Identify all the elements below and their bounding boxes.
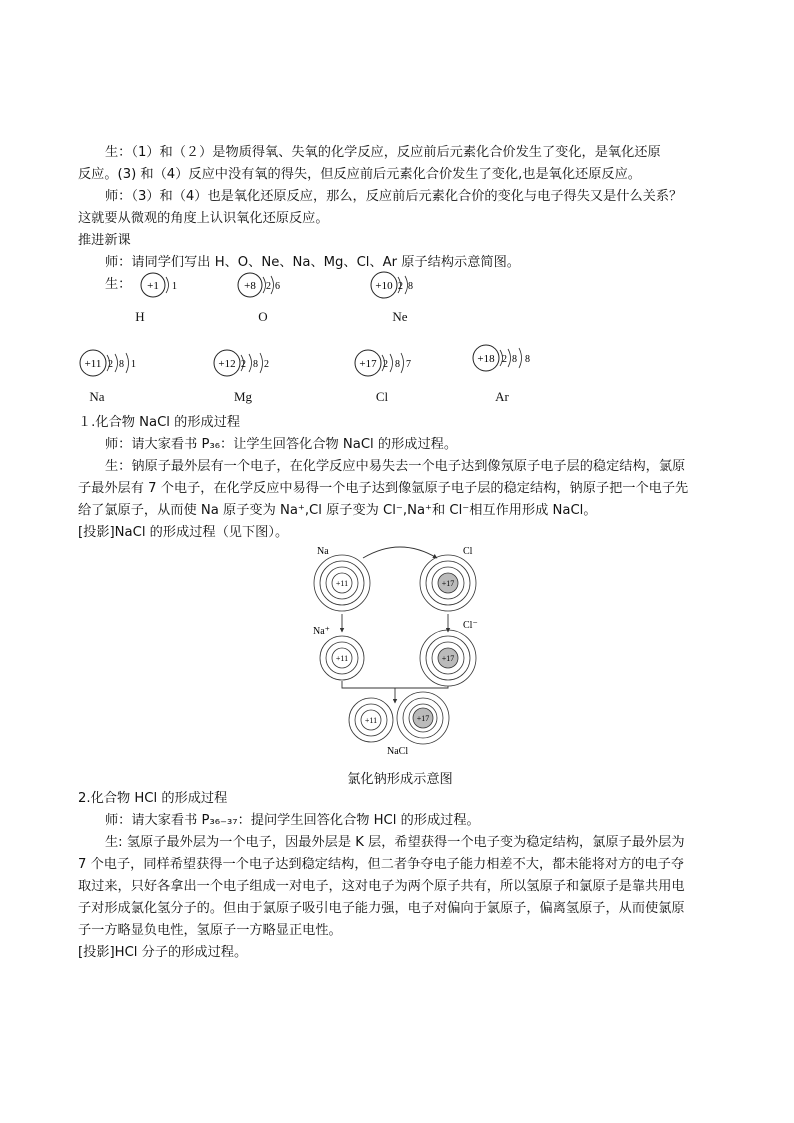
- shell-arc: [260, 353, 263, 373]
- shell-arc: [166, 277, 169, 293]
- figure-caption: 氯化钠形成示意图: [347, 772, 453, 787]
- atom-symbol-h: H: [135, 309, 145, 324]
- paragraph-hcl-student-line3: 取过来，只好各拿出一个电子组成一对电子，这对电子为两个原子共有，所以氢原子和氯原子是靠共用电: [78, 879, 685, 894]
- shell-arc: [390, 354, 393, 372]
- paragraph-hcl-student-line5: 子一方略显负电性，氢原子一方略显正电性。: [78, 923, 342, 938]
- nacl-na-ion: [349, 698, 393, 742]
- shell-electrons: 2: [266, 281, 271, 292]
- nacl-cl-nucleus: +17: [416, 714, 430, 723]
- shell-electrons: 2: [398, 281, 403, 292]
- cl-nucleus: +17: [441, 579, 455, 588]
- label-na: Na: [317, 546, 329, 557]
- shell-electrons: 6: [275, 281, 280, 292]
- heading-nacl: １.化合物 NaCl 的形成过程: [78, 415, 241, 430]
- paragraph-hcl-student-line4: 子对形成氯化氢分子的。但由于氯原子吸引电子能力强，电子对偏向于氯原子，偏离氢原子，从而使氯原: [78, 901, 685, 916]
- nucleus-charge: +17: [359, 358, 377, 370]
- paragraph-nacl-student-line2: 子最外层有 7 个电子，在化学反应中易得一个电子达到像氩原子电子层的稳定结构，钠原子把一个电子先: [78, 481, 689, 496]
- nucleus-charge: +12: [218, 358, 236, 370]
- projection-hcl: [投影]HCl 分子的形成过程。: [78, 945, 248, 960]
- shell-arc: [401, 353, 404, 373]
- shell-electrons: 8: [395, 359, 400, 370]
- shell-electrons: 2: [383, 359, 388, 370]
- atom-symbol-mg: Mg: [233, 389, 253, 404]
- shell-electrons: 7: [406, 359, 411, 370]
- nacl-na-nucleus: +11: [364, 716, 378, 725]
- section-heading-new-lesson: 推进新课: [78, 233, 131, 248]
- label-cl: Cl: [463, 546, 473, 557]
- cl-ion: [420, 630, 476, 686]
- atom-symbol-ne: Ne: [392, 309, 408, 324]
- paragraph-hcl-teacher: 师：请大家看书 P₃₆₋₃₇：提问学生回答化合物 HCl 的形成过程。: [105, 813, 480, 828]
- shell-electrons: 8: [253, 359, 258, 370]
- shell-electrons: 2: [108, 359, 113, 370]
- nacl-cl-ion: [397, 692, 449, 744]
- nacl-formation-figure: [305, 538, 485, 760]
- nucleus-charge: +18: [477, 353, 495, 365]
- shell-electrons: 2: [502, 354, 507, 365]
- nucleus-charge: +11: [84, 358, 102, 370]
- student-prefix: 生：: [105, 277, 132, 292]
- atom-diagram-h: [141, 273, 177, 297]
- na-nucleus: +11: [335, 579, 349, 588]
- atom-diagram-o: [238, 273, 280, 297]
- atom-diagram-cl: [355, 350, 411, 376]
- shell-electrons: 2: [241, 359, 246, 370]
- nucleus-charge: +10: [375, 280, 393, 292]
- shell-electrons: 1: [131, 359, 136, 370]
- paragraph-nacl-student-line3: 给了氯原子，从而使 Na 原子变为 Na⁺,Cl 原子变为 Cl⁻,Na⁺和 Cl⁻相互作用形成 NaCl。: [78, 503, 597, 518]
- shell-arc: [271, 276, 274, 294]
- atom-diagram-mg: [214, 350, 269, 376]
- paragraph-student-1-line2: 反应。(3) 和（4）反应中没有氧的得失，但反应前后元素化合价发生了变化,也是氧化还原反应。: [78, 167, 641, 182]
- shell-electrons: 8: [512, 354, 517, 365]
- label-na-ion: Na⁺: [313, 626, 330, 637]
- shell-electrons: 8: [408, 281, 413, 292]
- nucleus-charge: +1: [147, 280, 159, 292]
- paragraph-teacher-1-line2: 这就要从微观的角度上认识氧化还原反应。: [78, 211, 329, 226]
- paragraph-hcl-student-line1: 生: 氢原子最外层为一个电子，因最外层是 K 层，希望获得一个电子变为稳定结构，氯原子最外层为: [105, 835, 685, 850]
- na-ion: [320, 636, 364, 680]
- atom-diagram-na: [80, 350, 136, 376]
- atom-diagram-ne: [371, 272, 413, 298]
- atom-symbol-o: O: [258, 309, 268, 324]
- shell-arc: [115, 354, 118, 372]
- electron-transfer-arrow: [363, 547, 437, 558]
- label-nacl: NaCl: [387, 746, 409, 757]
- merge-line: [342, 681, 448, 688]
- na-atom: [314, 555, 370, 611]
- paragraph-teacher-1-line1: 师：（3）和（4）也是氧化还原反应，那么，反应前后元素化合价的变化与电子得失又是什么关系？: [105, 189, 683, 204]
- paragraph-hcl-student-line2: 7 个电子，同样希望获得一个电子达到稳定结构，但二者争夺电子能力相差不大，都未能将对方的电子夺: [78, 857, 685, 872]
- atom-diagram-ar: [473, 345, 530, 371]
- shell-electrons: 8: [525, 354, 530, 365]
- cl-ion-nucleus: +17: [441, 654, 455, 663]
- shell-electrons: 1: [172, 281, 177, 292]
- atom-symbol-na: Na: [89, 389, 105, 404]
- shell-electrons: 8: [119, 359, 124, 370]
- cl-atom: [420, 555, 476, 611]
- paragraph-student-1-line1: 生：（1）和（２）是物质得氧、失氧的化学反应，反应前后元素化合价发生了变化，是氧化还原: [105, 145, 661, 160]
- atom-symbol-cl: Cl: [375, 389, 389, 404]
- atom-diagrams: [0, 0, 794, 420]
- projection-nacl: [投影]NaCl 的形成过程（见下图）。: [78, 525, 289, 540]
- paragraph-teacher-2: 师：请同学们写出 H、O、Ne、Na、Mg、Cl、Ar 原子结构示意简图。: [105, 255, 520, 270]
- shell-electrons: 2: [264, 359, 269, 370]
- shell-arc: [508, 349, 511, 367]
- shell-arc: [519, 348, 522, 368]
- paragraph-nacl-student-line1: 生：钠原子最外层有一个电子，在化学反应中易失去一个电子达到像氖原子电子层的稳定结构，氯原: [105, 459, 686, 474]
- na-ion-nucleus: +11: [335, 654, 349, 663]
- shell-arc: [126, 353, 129, 373]
- label-cl-ion: Cl⁻: [463, 620, 478, 631]
- atom-symbol-ar: Ar: [495, 389, 509, 404]
- heading-hcl: 2.化合物 HCl 的形成过程: [78, 791, 228, 806]
- paragraph-nacl-teacher: 师：请大家看书 P₃₆：让学生回答化合物 NaCl 的形成过程。: [105, 437, 458, 452]
- shell-arc: [249, 354, 252, 372]
- nucleus-charge: +8: [244, 280, 256, 292]
